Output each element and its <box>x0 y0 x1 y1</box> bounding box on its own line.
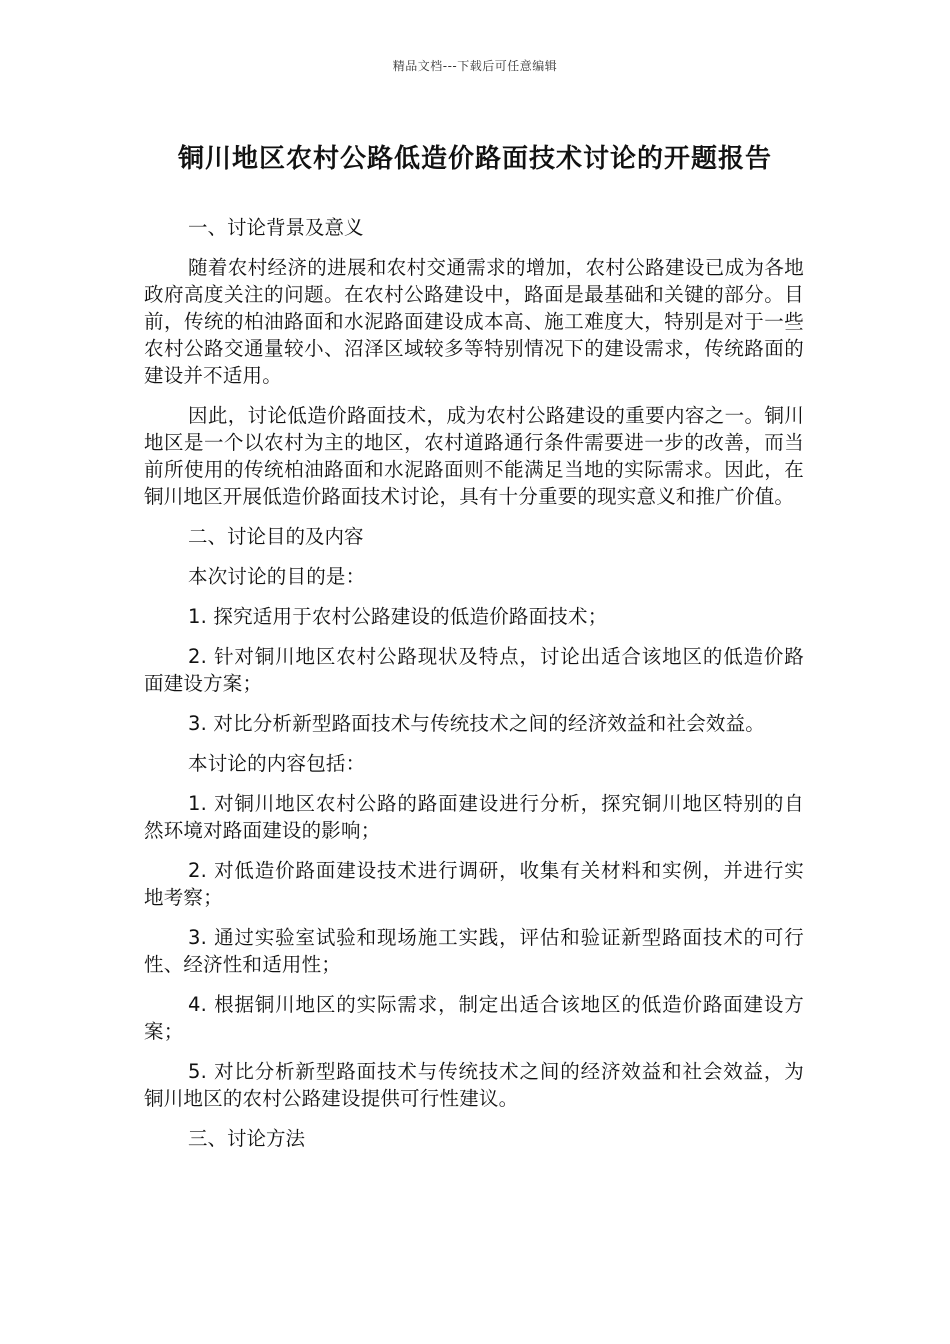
content-item: 4. 根据铜川地区的实际需求，制定出适合该地区的低造价路面建设方案； <box>144 993 804 1043</box>
document-body <box>144 214 804 1165</box>
content-item: 3. 通过实验室试验和现场施工实践，评估和验证新型路面技术的可行性、经济性和适用性； <box>144 926 804 976</box>
purpose-item: 1. 探究适用于农村公路建设的低造价路面技术； <box>188 605 608 628</box>
purpose-item: 3. 对比分析新型路面技术与传统技术之间的经济效益和社会效益。 <box>188 712 766 735</box>
section-heading-method: 三、讨论方法 <box>188 1127 306 1150</box>
section-heading-background: 一、讨论背景及意义 <box>188 216 364 239</box>
purpose-item: 2. 针对铜川地区农村公路现状及特点，讨论出适合该地区的低造价路面建设方案； <box>144 645 804 695</box>
document-title: 铜川地区农村公路低造价路面技术讨论的开题报告 <box>177 144 772 174</box>
content-intro: 本讨论的内容包括： <box>188 752 366 775</box>
content-item: 5. 对比分析新型路面技术与传统技术之间的经济效益和社会效益，为铜川地区的农村公路建设提供可行性建议。 <box>144 1060 804 1110</box>
section-heading-purpose: 二、讨论目的及内容 <box>188 525 364 548</box>
content-item: 2. 对低造价路面建设技术进行调研，收集有关材料和实例，并进行实地考察； <box>144 859 804 909</box>
content-item: 1. 对铜川地区农村公路的路面建设进行分析，探究铜川地区特别的自然环境对路面建设的影响； <box>144 792 804 842</box>
paragraph-background-2: 因此，讨论低造价路面技术，成为农村公路建设的重要内容之一。铜川地区是一个以农村为主的地区，农村道路通行条件需要进一步的改善，而当前所使用的传统柏油路面和水泥路面则不能满足当地的实际需求。因此，在铜川地区开展低造价路面技术讨论，具有十分重要的现实意义和推广价值。 <box>144 404 804 508</box>
page-header-note: 精品文档---下载后可任意编辑 <box>392 59 558 73</box>
paragraph-background-1: 随着农村经济的进展和农村交通需求的增加，农村公路建设已成为各地政府高度关注的问题。在农村公路建设中，路面是最基础和关键的部分。目前，传统的柏油路面和水泥路面建设成本高、施工难度大，特别是对于一些农村公路交通量较小、沼泽区域较多等特别情况下的建设需求，传统路面的建设并不适用。 <box>144 256 804 387</box>
purpose-intro: 本次讨论的目的是： <box>188 565 366 588</box>
